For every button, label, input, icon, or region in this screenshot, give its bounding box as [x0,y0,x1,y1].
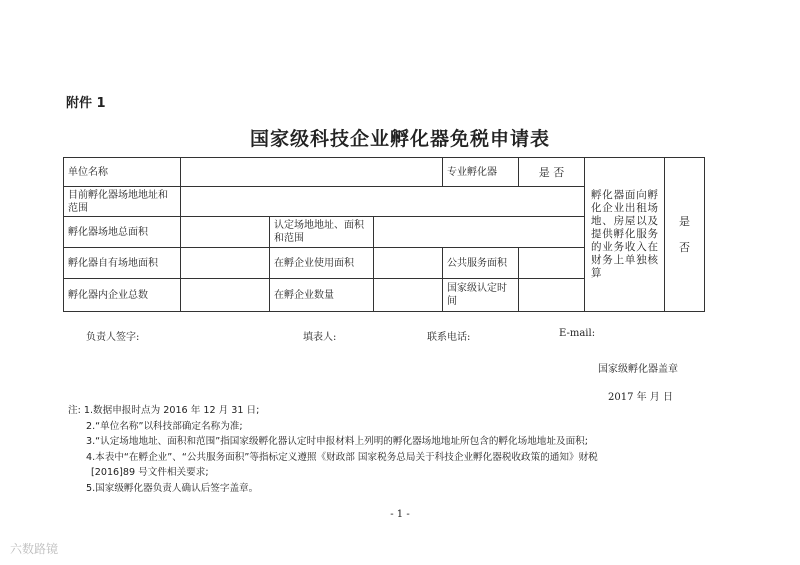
page-title: 国家级科技企业孵化器免税申请表 [249,128,550,150]
filler-label: 填表人: [303,332,337,343]
note-line: 4.本表中“在孵企业”、“公共服务面积”等指标定义遵照《财政部 国家税务总局关于科技企业孵化器税收政策的通知》财税 [86,451,598,463]
attachment-label: 附件 1 [66,96,106,111]
unit-name-label: 单位名称 [64,158,181,187]
note-line: 3.“认定场地地址、面积和范围”指国家级孵化器认定时申报材料上列明的孵化器场地地址所包含的孵化场地地址及面积; [86,436,589,447]
application-table [63,157,705,312]
income-accounting-label: 孵化器面向孵化企业出租场地、房屋以及提供孵化服务的业务收入在财务上单独核算 [585,158,665,312]
incubating-area-label: 在孵企业使用面积 [270,248,374,279]
no-option[interactable]: 否 [679,241,690,254]
note-line: [2016]89 号文件相关要求; [91,467,209,478]
incubating-count-field[interactable] [374,279,443,312]
certified-site-label: 认定场地地址、面积和范围 [270,217,374,248]
site-address-field[interactable] [181,187,585,217]
unit-name-field[interactable] [181,158,443,187]
responsible-signature-label: 负责人签字: [86,332,140,343]
note-line: 2.“单位名称”以科技部确定名称为准; [86,420,243,432]
public-area-field[interactable] [519,248,585,279]
email-label: E-mail: [559,328,596,339]
notes-section [68,403,748,496]
note-line: 注: 1.数据申报时点为 2016 年 12 月 31 日; [68,405,260,416]
total-companies-label: 孵化器内企业总数 [64,279,181,312]
incubating-count-label: 在孵企业数量 [270,279,374,312]
phone-label: 联系电话: [427,332,471,343]
total-area-field[interactable] [181,217,270,248]
cert-time-field[interactable] [519,279,585,312]
note-line: 5.国家级孵化器负责人确认后签字盖章。 [86,482,259,494]
own-area-label: 孵化器自有场地面积 [64,248,181,279]
yes-option[interactable]: 是 [679,215,690,228]
seal-label: 国家级孵化器盖章 [598,364,678,375]
total-companies-field[interactable] [181,279,270,312]
site-address-label: 目前孵化器场地地址和范围 [64,187,181,217]
incubating-area-field[interactable] [374,248,443,279]
total-area-label: 孵化器场地总面积 [64,217,181,248]
professional-yes-no[interactable]: 是 否 [519,158,585,187]
professional-incubator-label: 专业孵化器 [443,158,519,187]
cert-time-label: 国家级认定时间 [443,279,519,312]
watermark-logo: 六数路镜 [10,542,59,556]
page-number: - 1 - [390,509,410,520]
date-line: 2017 年 月 日 [608,392,673,403]
certified-site-field[interactable] [374,217,585,248]
own-area-field[interactable] [181,248,270,279]
income-accounting-yes-no[interactable] [665,158,705,312]
public-area-label: 公共服务面积 [443,248,519,279]
